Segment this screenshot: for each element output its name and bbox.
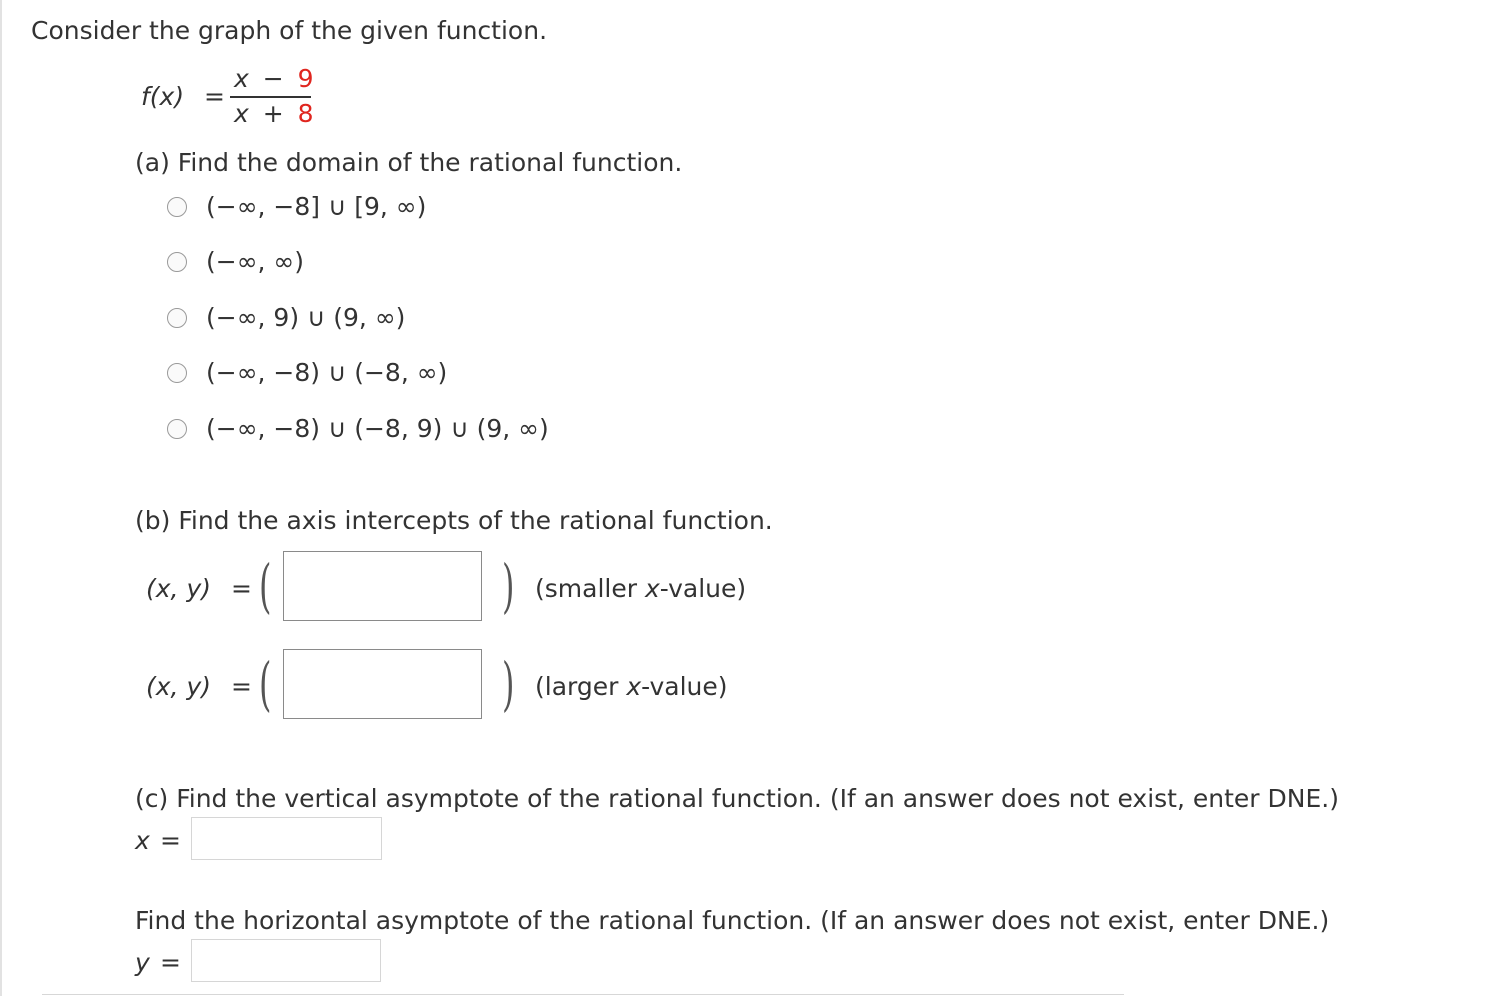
intercept-1-note-pre: (smaller	[535, 574, 645, 603]
domain-option-1-label[interactable]: (−∞, −8] ∪ [9, ∞)	[206, 192, 427, 221]
bottom-divider	[42, 994, 1124, 995]
denominator-variable: x	[234, 99, 249, 128]
part-a-question: (a) Find the domain of the rational function.	[135, 148, 683, 177]
function-equals: =	[204, 82, 225, 111]
intercept-1-equals: =	[231, 574, 252, 603]
fraction-bar	[230, 96, 311, 98]
denominator-operator: +	[262, 99, 284, 128]
domain-option-4-radio[interactable]	[167, 363, 187, 383]
numerator-variable: x	[234, 64, 249, 93]
vertical-asymptote-var: x	[135, 826, 150, 855]
intercept-2-close-paren: )	[502, 650, 515, 718]
numerator-operator: −	[262, 64, 284, 93]
intercept-1-lhs: (x, y)	[146, 574, 211, 603]
intercept-1-note-var: x	[644, 574, 660, 603]
part-b-question: (b) Find the axis intercepts of the rational function.	[135, 506, 773, 535]
part-c-question: (c) Find the vertical asymptote of the rational function. (If an answer does not exist, enter DNE.)	[135, 784, 1339, 813]
intercept-1-input[interactable]	[283, 551, 482, 621]
intercept-2-note-post: -value)	[641, 672, 728, 701]
intercept-2-lhs: (x, y)	[146, 672, 211, 701]
prompt-text: Consider the graph of the given function.	[31, 16, 548, 45]
intercept-2-open-paren: (	[259, 650, 272, 718]
denominator-constant: 8	[297, 99, 314, 128]
domain-option-2-label[interactable]: (−∞, ∞)	[206, 247, 304, 276]
vertical-asymptote-input[interactable]	[191, 817, 382, 860]
domain-option-2-radio[interactable]	[167, 252, 187, 272]
intercept-2-note-var: x	[626, 672, 642, 701]
numerator	[234, 64, 314, 94]
horizontal-asymptote-var: y	[135, 948, 150, 977]
function-lhs: f(x)	[141, 82, 185, 111]
intercept-2-input[interactable]	[283, 649, 482, 719]
domain-option-4-label[interactable]: (−∞, −8) ∪ (−8, ∞)	[206, 358, 448, 387]
horizontal-asymptote-equals: =	[160, 948, 181, 977]
intercept-1-note-post: -value)	[659, 574, 747, 603]
denominator	[234, 99, 314, 129]
domain-option-1-radio[interactable]	[167, 197, 187, 217]
vertical-asymptote-equals: =	[160, 826, 181, 855]
horizontal-asymptote-input[interactable]	[191, 939, 381, 982]
intercept-1-close-paren: )	[502, 552, 515, 620]
left-border	[0, 0, 2, 996]
intercept-2-note-pre: (larger	[535, 672, 627, 701]
domain-option-3-radio[interactable]	[167, 308, 187, 328]
intercept-2-equals: =	[231, 672, 252, 701]
intercept-2-note	[535, 672, 728, 702]
intercept-1-note	[535, 574, 746, 604]
domain-option-3-label[interactable]: (−∞, 9) ∪ (9, ∞)	[206, 303, 406, 332]
part-d-question: Find the horizontal asymptote of the rational function. (If an answer does not exist, enter DNE.)	[135, 906, 1330, 935]
intercept-1-open-paren: (	[259, 552, 272, 620]
numerator-constant: 9	[297, 64, 314, 93]
domain-option-5-radio[interactable]	[167, 419, 187, 439]
domain-option-5-label[interactable]: (−∞, −8) ∪ (−8, 9) ∪ (9, ∞)	[206, 414, 549, 443]
